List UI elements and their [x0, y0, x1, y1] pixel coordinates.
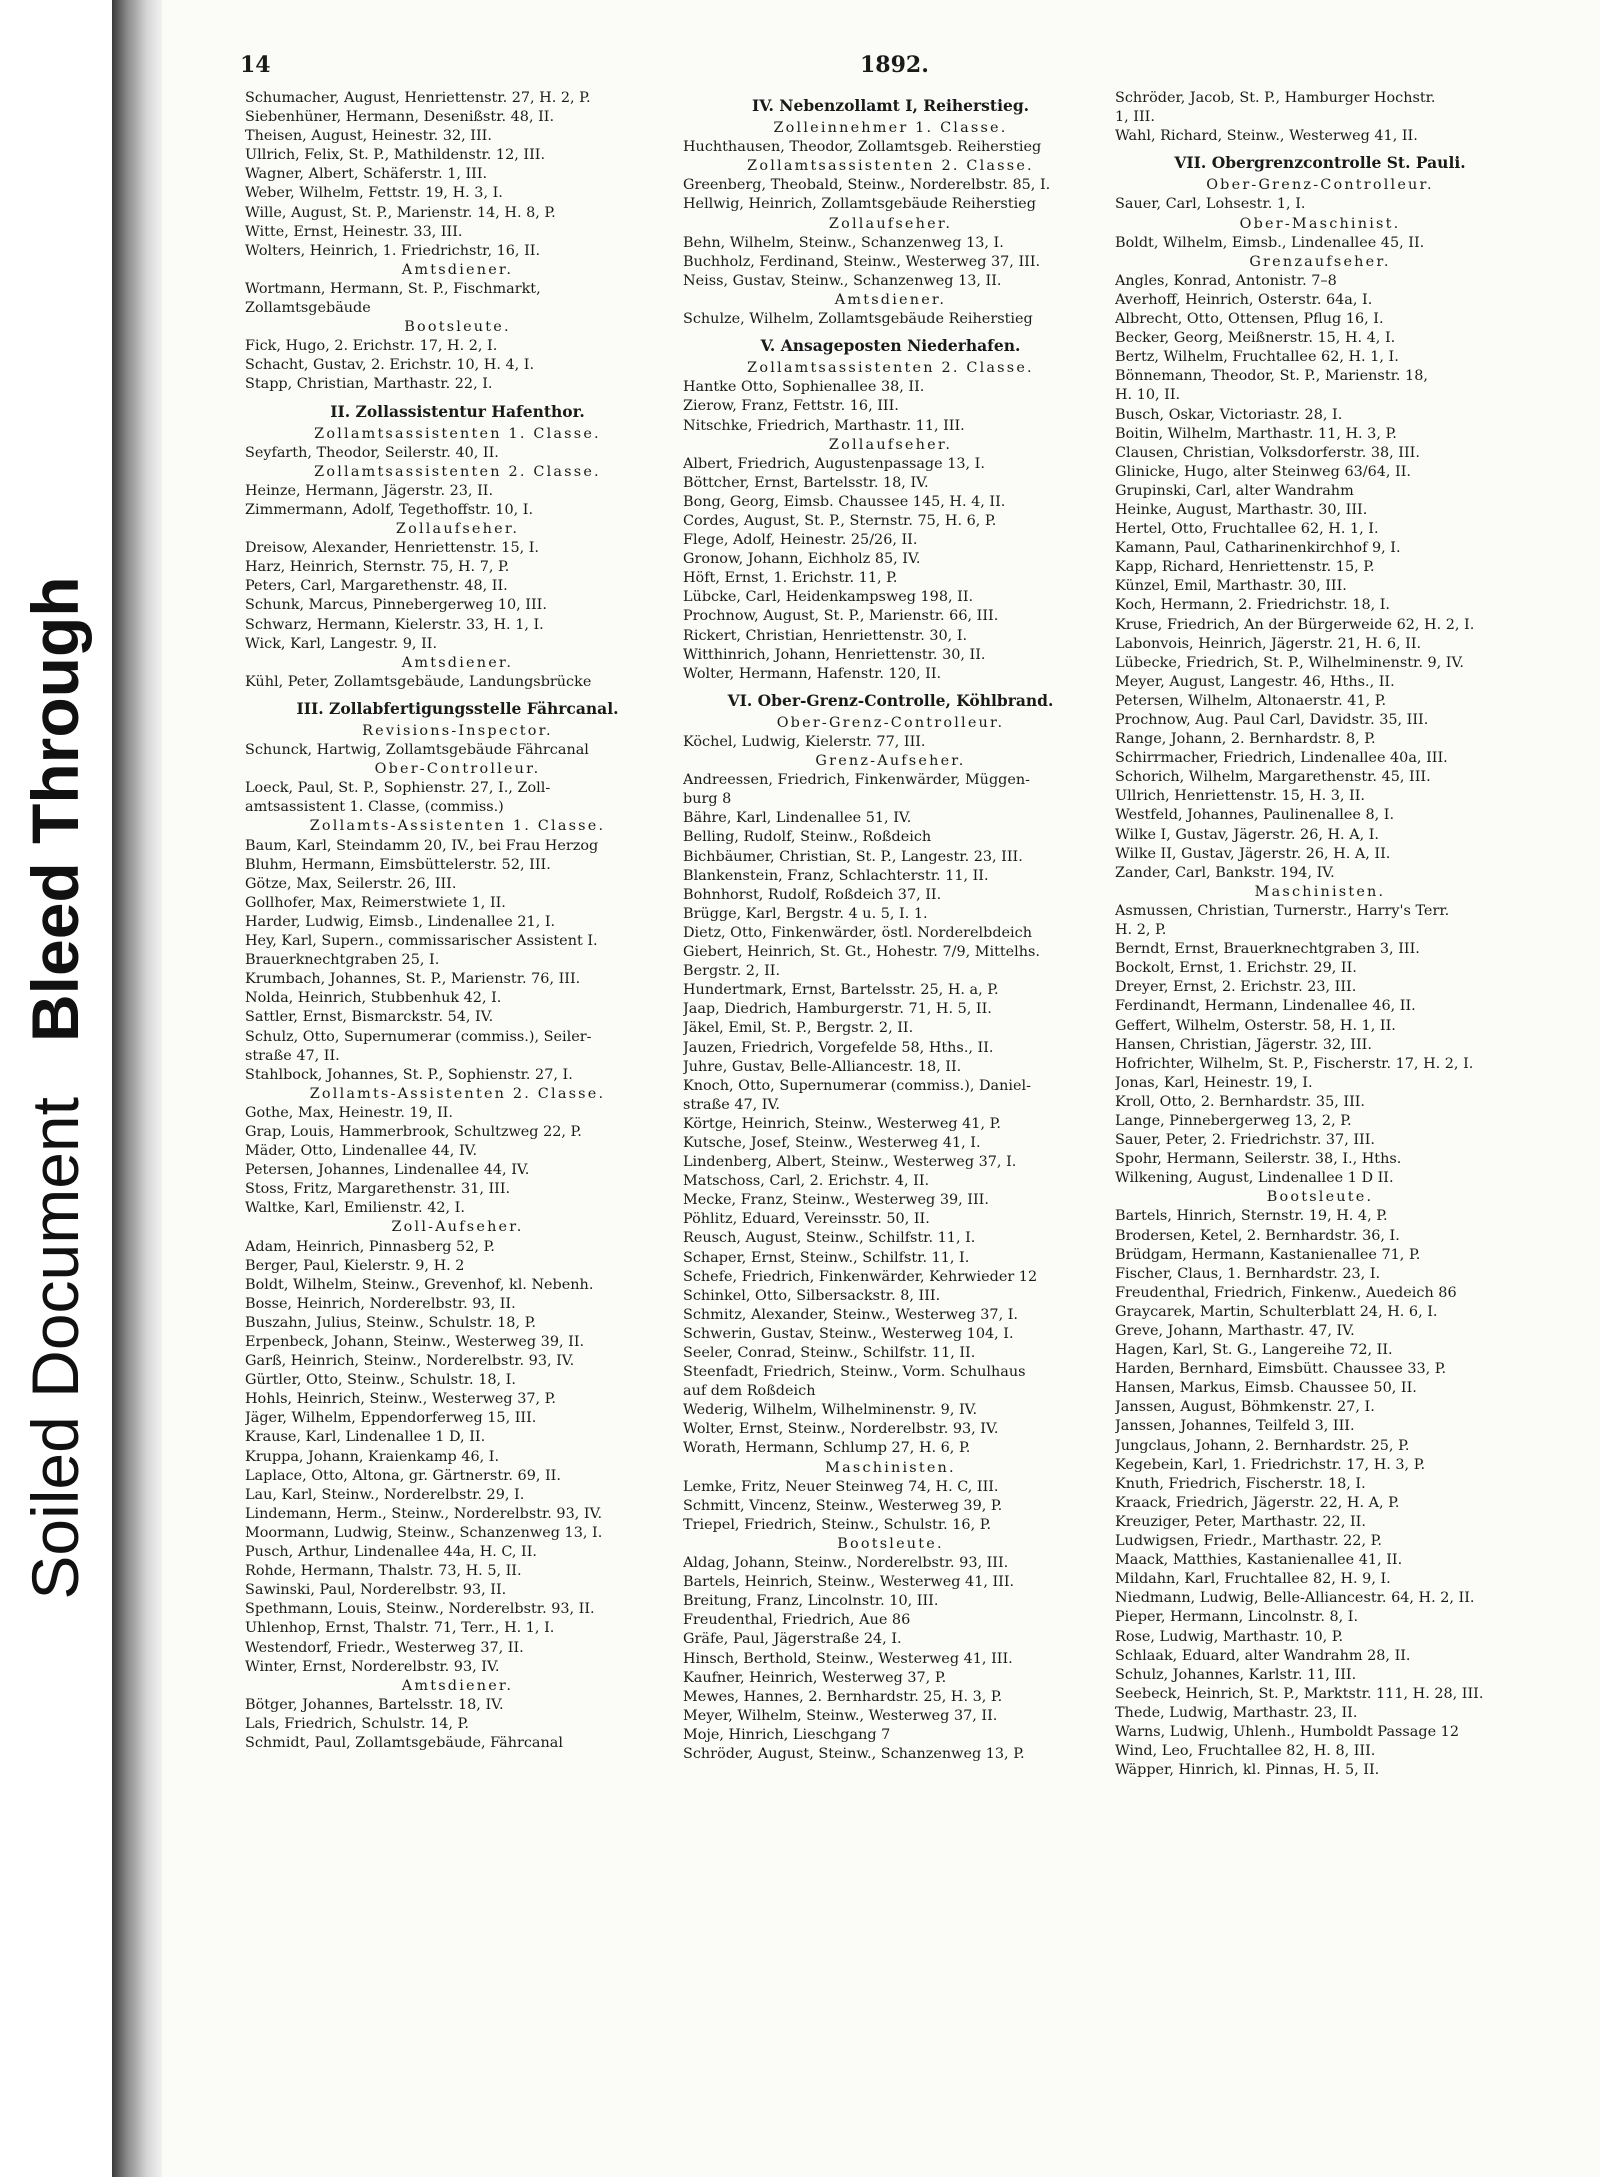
- directory-entry: Schmitt, Vincenz, Steinw., Westerweg 39, P.: [683, 1497, 1003, 1514]
- directory-entry: Schefe, Friedrich, Finkenwärder, Kehrwieder 12: [683, 1268, 1038, 1285]
- directory-entry: Schlaak, Eduard, alter Wandrahm 28, II.: [1115, 1647, 1411, 1664]
- directory-entry: Götze, Max, Seilerstr. 26, III.: [245, 875, 457, 892]
- directory-entry: Nitschke, Friedrich, Marthastr. 11, III.: [683, 417, 965, 434]
- directory-entry: Schacht, Gustav, 2. Erichstr. 10, H. 4, I.: [245, 357, 535, 374]
- directory-entry: Lübcke, Carl, Heidenkampsweg 198, II.: [683, 589, 974, 606]
- directory-entry: Krumbach, Johannes, St. P., Marienstr. 76, III.: [245, 971, 581, 988]
- directory-entry: H. 10, II.: [1115, 387, 1181, 404]
- directory-entry: Hundertmark, Ernst, Bartelsstr. 25, H. a, P.: [683, 982, 999, 999]
- directory-entry: Kruppa, Johann, Kraienkamp 46, I.: [245, 1448, 500, 1465]
- side-banner: [0, 0, 110, 2177]
- subsection-heading: Zollamtsassistenten 2. Classe.: [747, 158, 1034, 175]
- directory-entry: Fick, Hugo, 2. Erichstr. 17, H. 2, I.: [245, 338, 498, 355]
- section-heading: VII. Obergrenzcontrolle St. Pauli.: [1174, 153, 1466, 173]
- subsection-heading: Ober-Grenz-Controlleur.: [776, 714, 1005, 731]
- directory-entry: Bong, Georg, Eimsb. Chaussee 145, H. 4, II.: [683, 493, 1006, 510]
- directory-entry: Schirrmacher, Friedrich, Lindenallee 40a, III.: [1115, 750, 1448, 767]
- column-1: [245, 89, 670, 1753]
- directory-entry: Range, Johann, 2. Bernhardstr. 8, P.: [1115, 731, 1376, 748]
- directory-entry: Kamann, Paul, Catharinenkirchhof 9, I.: [1115, 540, 1401, 557]
- directory-entry: Wille, August, St. P., Marienstr. 14, H. 8, P.: [245, 204, 556, 221]
- directory-entry: Hohls, Heinrich, Steinw., Westerweg 37, P.: [245, 1391, 556, 1408]
- directory-entry: Brügge, Karl, Bergstr. 4 u. 5, I. 1.: [683, 905, 928, 922]
- section-heading: VI. Ober-Grenz-Controlle, Köhlbrand.: [727, 690, 1054, 710]
- directory-entry: Huchthausen, Theodor, Zollamtsgeb. Reiherstieg: [683, 139, 1042, 156]
- directory-entry: Dreyer, Ernst, 2. Erichstr. 23, III.: [1115, 979, 1357, 996]
- directory-entry: Ullrich, Henriettenstr. 15, H. 3, II.: [1115, 788, 1365, 805]
- subsection-heading: Grenz-Aufseher.: [815, 753, 966, 770]
- directory-entry: Prochnow, Aug. Paul Carl, Davidstr. 35, III.: [1115, 712, 1429, 728]
- directory-entry: Weber, Wilhelm, Fettstr. 19, H. 3, I.: [245, 185, 503, 202]
- directory-entry: Sattler, Ernst, Bismarckstr. 54, IV.: [245, 1009, 494, 1026]
- directory-entry: Dreisow, Alexander, Henriettenstr. 15, I.: [245, 540, 540, 557]
- side-label-soiled: Soiled Document: [18, 1097, 92, 1600]
- directory-entry: Clausen, Christian, Volksdorferstr. 38, III.: [1115, 444, 1420, 461]
- directory-entry: Witte, Ernst, Heinestr. 33, III.: [245, 223, 463, 240]
- directory-entry: Warns, Ludwig, Uhlenh., Humboldt Passage 12: [1115, 1723, 1459, 1740]
- subsection-heading: Zollamtsassistenten 2. Classe.: [314, 463, 601, 480]
- directory-entry: Neiss, Gustav, Steinw., Schanzenweg 13, II.: [683, 272, 1002, 289]
- directory-entry: Seebeck, Heinrich, St. P., Marktstr. 111, H. 28, III.: [1115, 1685, 1484, 1702]
- directory-entry: Belling, Rudolf, Steinw., Roßdeich: [683, 829, 932, 846]
- directory-entry: Boldt, Wilhelm, Eimsb., Lindenallee 45, II.: [1115, 234, 1425, 251]
- directory-entry: Schmitz, Alexander, Steinw., Westerweg 37, I.: [683, 1306, 1018, 1323]
- directory-entry: Grupinski, Carl, alter Wandrahm: [1115, 482, 1354, 499]
- directory-entry: Sauer, Peter, 2. Friedrichstr. 37, III.: [1115, 1132, 1375, 1149]
- directory-entry: Freudenthal, Friedrich, Aue 86: [683, 1612, 911, 1629]
- directory-entry: Lau, Karl, Steinw., Norderelbstr. 29, I.: [245, 1486, 525, 1503]
- directory-entry: Behn, Wilhelm, Steinw., Schanzenweg 13, I.: [683, 234, 1004, 251]
- subsection-heading: Ober-Grenz-Controlleur.: [1206, 177, 1434, 194]
- subsection-heading: Zollaufseher.: [828, 215, 953, 232]
- subsection-heading: Maschinisten.: [825, 1459, 956, 1476]
- directory-entry: Glinicke, Hugo, alter Steinweg 63/64, II.: [1115, 463, 1412, 480]
- directory-entry: Wahl, Richard, Steinw., Westerweg 41, II.: [1115, 128, 1418, 145]
- directory-entry: Gürtler, Otto, Steinw., Schulstr. 18, I.: [245, 1372, 516, 1389]
- directory-entry: Geffert, Wilhelm, Osterstr. 58, H. 1, II.: [1115, 1017, 1396, 1034]
- directory-entry: Becker, Georg, Meißnerstr. 15, H. 4, I.: [1115, 330, 1396, 347]
- directory-entry: Bötger, Johannes, Bartelsstr. 18, IV.: [245, 1696, 504, 1713]
- directory-entry: Wind, Leo, Fruchtallee 82, H. 8, III.: [1115, 1743, 1376, 1760]
- directory-entry: Zimmermann, Adolf, Tegethoffstr. 10, I.: [245, 501, 534, 518]
- directory-entry: Jonas, Karl, Heinestr. 19, I.: [1115, 1074, 1313, 1091]
- directory-entry: Asmussen, Christian, Turnerstr., Harry's Terr.: [1115, 902, 1450, 919]
- column-3: [1115, 89, 1525, 1780]
- directory-entry: Künzel, Emil, Marthastr. 30, III.: [1115, 578, 1347, 595]
- directory-entry: Mildahn, Karl, Fruchtallee 82, H. 9, I.: [1115, 1571, 1391, 1588]
- directory-entry: Garß, Heinrich, Steinw., Norderelbstr. 93, IV.: [245, 1353, 575, 1370]
- directory-entry: Schulz, Johannes, Karlstr. 11, III.: [1115, 1666, 1357, 1683]
- directory-entry: Hantke Otto, Sophienallee 38, II.: [683, 379, 925, 396]
- directory-entry: Mewes, Hannes, 2. Bernhardstr. 25, H. 3, P.: [683, 1688, 1003, 1705]
- subsection-heading: Zollamtsassistenten 1. Classe.: [314, 425, 601, 442]
- directory-entry: Harder, Ludwig, Eimsb., Lindenallee 21, I.: [245, 913, 556, 930]
- directory-entry: Kapp, Richard, Henriettenstr. 15, P.: [1115, 559, 1375, 576]
- directory-entry: Brauerknechtgraben 25, I.: [245, 952, 440, 969]
- directory-entry: Berger, Paul, Kielerstr. 9, H. 2: [245, 1257, 465, 1274]
- directory-entry: Steenfadt, Friedrich, Steinw., Vorm. Schulhaus: [683, 1364, 1026, 1381]
- directory-entry: Aldag, Johann, Steinw., Norderelbstr. 93, III.: [683, 1555, 1009, 1572]
- directory-entry: Freudenthal, Friedrich, Finkenw., Auedeich 86: [1115, 1284, 1457, 1301]
- directory-entry: Jäkel, Emil, St. P., Bergstr. 2, II.: [683, 1020, 914, 1037]
- directory-entry: Waltke, Karl, Emilienstr. 42, I.: [245, 1200, 465, 1217]
- directory-entry: Lübecke, Friedrich, St. P., Wilhelminenstr. 9, IV.: [1115, 654, 1464, 671]
- directory-entry: Moje, Hinrich, Lieschgang 7: [683, 1726, 891, 1743]
- directory-entry: Graycarek, Martin, Schulterblatt 24, H. 6, I.: [1115, 1303, 1438, 1320]
- directory-entry: Mäder, Otto, Lindenallee 44, IV.: [245, 1143, 478, 1160]
- directory-entry: Busch, Oskar, Victoriastr. 28, I.: [1115, 406, 1343, 423]
- directory-entry: Janssen, Johannes, Teilfeld 3, III.: [1115, 1418, 1355, 1435]
- directory-entry: Triepel, Friedrich, Steinw., Schulstr. 16, P.: [683, 1516, 992, 1533]
- directory-entry: Rickert, Christian, Henriettenstr. 30, I.: [683, 627, 968, 644]
- directory-entry: Gothe, Max, Heinestr. 19, II.: [245, 1104, 453, 1121]
- directory-entry: Schulze, Wilhelm, Zollamtsgebäude Reiherstieg: [683, 311, 1033, 328]
- directory-entry: Rose, Ludwig, Marthastr. 10, P.: [1115, 1628, 1344, 1645]
- directory-entry: Wortmann, Hermann, St. P., Fischmarkt,: [245, 280, 541, 297]
- directory-entry: Bichbäumer, Christian, St. P., Langestr. 23, III.: [683, 848, 1023, 865]
- directory-entry: Thede, Ludwig, Marthastr. 23, II.: [1115, 1704, 1358, 1721]
- directory-entry: Albert, Friedrich, Augustenpassage 13, I.: [683, 455, 985, 472]
- directory-entry: Baum, Karl, Steindamm 20, IV., bei Frau Herzog: [245, 837, 599, 854]
- directory-entry: Bähre, Karl, Lindenallee 51, IV.: [683, 810, 912, 827]
- directory-entry: Cordes, August, St. P., Sternstr. 75, H. 6, P.: [683, 512, 997, 529]
- directory-entry: Wilke I, Gustav, Jägerstr. 26, H. A, I.: [1115, 826, 1379, 843]
- directory-entry: Schunk, Marcus, Pinnebergerweg 10, III.: [245, 597, 547, 614]
- directory-entry: Mecke, Franz, Steinw., Westerweg 39, III.: [683, 1192, 989, 1209]
- directory-entry: Hinsch, Berthold, Steinw., Westerweg 41, III.: [683, 1650, 1013, 1667]
- subsection-heading: Zollaufseher.: [828, 436, 953, 453]
- directory-entry: Wolter, Ernst, Steinw., Norderelbstr. 93, IV.: [683, 1421, 999, 1438]
- subsection-heading: Bootsleute.: [404, 319, 511, 336]
- directory-entry: Lemke, Fritz, Neuer Steinweg 74, H. C, III.: [683, 1478, 999, 1495]
- directory-entry: Knuth, Friedrich, Fischerstr. 18, I.: [1115, 1475, 1366, 1492]
- directory-entry: Ferdinandt, Hermann, Lindenallee 46, II.: [1115, 998, 1416, 1015]
- directory-entry: Fischer, Claus, 1. Bernhardstr. 23, I.: [1115, 1265, 1381, 1282]
- directory-entry: Harden, Bernhard, Eimsbütt. Chaussee 33, P.: [1115, 1361, 1447, 1378]
- directory-entry: Kreuziger, Peter, Marthastr. 22, II.: [1115, 1513, 1366, 1530]
- subsection-heading: Zollamtsassistenten 2. Classe.: [747, 360, 1034, 377]
- directory-entry: Witthinrich, Johann, Henriettenstr. 30, II.: [683, 646, 986, 663]
- directory-entry: Jaap, Diedrich, Hamburgerstr. 71, H. 5, II.: [683, 1001, 992, 1018]
- directory-entry: Reusch, August, Steinw., Schilfstr. 11, I.: [683, 1230, 976, 1247]
- directory-entry: straße 47, II.: [245, 1047, 340, 1064]
- directory-entry: Meyer, Wilhelm, Steinw., Westerweg 37, II.: [683, 1707, 998, 1724]
- directory-entry: Bartels, Hinrich, Sternstr. 19, H. 4, P.: [1115, 1208, 1388, 1225]
- directory-entry: Lindemann, Herm., Steinw., Norderelbstr. 93, IV.: [245, 1505, 603, 1522]
- directory-entry: Lange, Pinnebergerweg 13, 2, P.: [1115, 1112, 1352, 1129]
- directory-entry: Hansen, Markus, Eimsb. Chaussee 50, II.: [1115, 1380, 1417, 1397]
- directory-entry: Labonvois, Heinrich, Jägerstr. 21, H. 6, II.: [1115, 635, 1422, 652]
- directory-entry: Westendorf, Friedr., Westerweg 37, II.: [245, 1639, 524, 1656]
- subsection-heading: Amtsdiener.: [401, 654, 514, 671]
- directory-entry: Erpenbeck, Johann, Steinw., Westerweg 39, II.: [245, 1334, 585, 1350]
- directory-entry: straße 47, IV.: [683, 1096, 780, 1113]
- subsection-heading: Ober-Maschinist.: [1239, 215, 1401, 232]
- directory-entry: Knoch, Otto, Supernumerar (commiss.), Daniel-: [683, 1077, 1031, 1094]
- directory-entry: Heinze, Hermann, Jägerstr. 23, II.: [245, 482, 494, 499]
- directory-entry: Zander, Carl, Bankstr. 194, IV.: [1115, 864, 1335, 881]
- directory-entry: Bockolt, Ernst, 1. Erichstr. 29, II.: [1115, 960, 1357, 977]
- directory-entry: Andreessen, Friedrich, Finkenwärder, Müggen-: [683, 772, 1031, 789]
- directory-entry: Breitung, Franz, Lincolnstr. 10, III.: [683, 1593, 939, 1610]
- directory-entry: Kroll, Otto, 2. Bernhardstr. 35, III.: [1115, 1093, 1366, 1110]
- directory-entry: Flege, Adolf, Heinestr. 25/26, II.: [683, 532, 918, 549]
- directory-entry: Wederig, Wilhelm, Wilhelminenstr. 9, IV.: [683, 1402, 978, 1419]
- section-heading: V. Ansageposten Niederhafen.: [760, 336, 1021, 356]
- directory-entry: Rohde, Hermann, Thalstr. 73, H. 5, II.: [245, 1563, 522, 1580]
- directory-entry: Wolters, Heinrich, 1. Friedrichstr, 16, II.: [245, 242, 541, 259]
- directory-entry: Pusch, Arthur, Lindenallee 44a, H. C, II.: [245, 1544, 537, 1561]
- directory-entry: Meyer, August, Langestr. 46, Hths., II.: [1115, 673, 1395, 690]
- directory-entry: amtsassistent 1. Classe, (commiss.): [245, 799, 504, 816]
- directory-entry: auf dem Roßdeich: [683, 1383, 816, 1400]
- directory-entry: Zollamtsgebäude: [245, 300, 371, 317]
- directory-entry: Berndt, Ernst, Brauerknechtgraben 3, III.: [1115, 941, 1420, 958]
- directory-entry: Schwarz, Hermann, Kielerstr. 33, H. 1, I.: [245, 616, 544, 633]
- directory-entry: Juhre, Gustav, Belle-Alliancestr. 18, II.: [683, 1058, 962, 1075]
- directory-entry: Heinke, August, Marthastr. 30, III.: [1115, 501, 1368, 518]
- directory-entry: Pöhlitz, Eduard, Vereinsstr. 50, II.: [683, 1211, 930, 1228]
- directory-entry: Wagner, Albert, Schäferstr. 1, III.: [245, 166, 488, 183]
- directory-entry: Zierow, Franz, Fettstr. 16, III.: [683, 398, 899, 415]
- directory-entry: Albrecht, Otto, Ottensen, Pflug 16, I.: [1115, 311, 1384, 328]
- directory-entry: Boldt, Wilhelm, Steinw., Grevenhof, kl. Nebenh.: [245, 1276, 594, 1293]
- binding-gutter: [112, 0, 162, 2177]
- directory-entry: Kegebein, Karl, 1. Friedrichstr. 17, H. 3, P.: [1115, 1456, 1426, 1473]
- directory-entry: Bönnemann, Theodor, St. P., Marienstr. 18,: [1115, 368, 1428, 385]
- directory-entry: Schinkel, Otto, Silbersackstr. 8, III.: [683, 1287, 941, 1304]
- directory-entry: Winter, Ernst, Norderelbstr. 93, IV.: [245, 1658, 500, 1675]
- directory-entry: Matschoss, Carl, 2. Erichstr. 4, II.: [683, 1173, 930, 1190]
- directory-entry: Uhlenhop, Ernst, Thalstr. 71, Terr., H. 1, I.: [245, 1620, 555, 1637]
- directory-entry: Niedmann, Ludwig, Belle-Alliancestr. 64, H. 2, II.: [1115, 1590, 1475, 1607]
- directory-entry: Schunck, Hartwig, Zollamtsgebäude Fährcanal: [245, 742, 589, 759]
- directory-entry: Buszahn, Julius, Steinw., Schulstr. 18, P.: [245, 1314, 536, 1331]
- directory-entry: Grap, Louis, Hammerbrook, Schultzweg 22, P.: [245, 1123, 582, 1140]
- directory-entry: Gräfe, Paul, Jägerstraße 24, I.: [683, 1631, 902, 1648]
- directory-entry: Boitin, Wilhelm, Marthastr. 11, H. 3, P.: [1115, 425, 1397, 442]
- directory-entry: Stoss, Fritz, Margarethenstr. 31, III.: [245, 1181, 511, 1198]
- subsection-heading: Zoll-Aufseher.: [391, 1219, 524, 1236]
- column-2: [683, 89, 1098, 1764]
- directory-entry: Schumacher, August, Henriettenstr. 27, H. 2, P.: [245, 90, 591, 106]
- directory-entry: Kaufner, Heinrich, Westerweg 37, P.: [683, 1669, 947, 1686]
- directory-entry: Wilke II, Gustav, Jägerstr. 26, H. A, II.: [1115, 845, 1391, 862]
- section-heading: IV. Nebenzollamt I, Reiherstieg.: [751, 96, 1030, 115]
- directory-entry: Bertz, Wilhelm, Fruchtallee 62, H. 1, I.: [1115, 349, 1399, 366]
- directory-entry: Sauer, Carl, Lohsestr. 1, I.: [1115, 196, 1306, 213]
- directory-entry: Bluhm, Hermann, Eimsbüttelerstr. 52, III.: [245, 856, 551, 873]
- directory-entry: Maack, Matthies, Kastanienallee 41, II.: [1115, 1552, 1403, 1569]
- directory-entry: Schwerin, Gustav, Steinw., Westerweg 104, I.: [683, 1325, 1014, 1342]
- directory-entry: Schröder, Jacob, St. P., Hamburger Hochstr.: [1115, 90, 1436, 106]
- directory-entry: Hansen, Christian, Jägerstr. 32, III.: [1115, 1036, 1372, 1053]
- directory-entry: Lindenberg, Albert, Steinw., Westerweg 37, I.: [683, 1154, 1017, 1171]
- subsection-heading: Zolleinnehmer 1. Classe.: [773, 120, 1008, 137]
- directory-entry: Schaper, Ernst, Steinw., Schilfstr. 11, I.: [683, 1249, 970, 1266]
- page-year: 1892.: [860, 52, 929, 78]
- directory-entry: Kruse, Friedrich, An der Bürgerweide 62, H. 2, I.: [1115, 616, 1475, 633]
- subsection-heading: Amtsdiener.: [834, 291, 947, 308]
- directory-entry: Kutsche, Josef, Steinw., Westerweg 41, I.: [683, 1134, 981, 1151]
- directory-entry: Schmidt, Paul, Zollamtsgebäude, Fährcanal: [245, 1734, 563, 1751]
- directory-entry: Jungclaus, Johann, 2. Bernhardstr. 25, P.: [1115, 1437, 1410, 1454]
- directory-entry: Schulz, Otto, Supernumerar (commiss.), Seiler-: [245, 1028, 592, 1045]
- subsection-heading: Maschinisten.: [1254, 883, 1386, 900]
- directory-entry: Westfeld, Johannes, Paulinenallee 8, I.: [1115, 807, 1395, 824]
- directory-entry: Kühl, Peter, Zollamtsgebäude, Landungsbrücke: [245, 673, 592, 690]
- directory-entry: Hellwig, Heinrich, Zollamtsgebäude Reiherstieg: [683, 196, 1036, 213]
- directory-entry: Bosse, Heinrich, Norderelbstr. 93, II.: [245, 1295, 516, 1312]
- subsection-heading: Zollaufseher.: [395, 521, 520, 538]
- section-heading: II. Zollassistentur Hafenthor.: [330, 401, 585, 421]
- side-label: [17, 576, 93, 1599]
- directory-entry: Theisen, August, Heinestr. 32, III.: [245, 128, 492, 145]
- directory-entry: Jäger, Wilhelm, Eppendorferweg 15, III.: [245, 1410, 537, 1427]
- subsection-heading: Bootsleute.: [837, 1535, 944, 1552]
- section-heading: III. Zollabfertigungsstelle Fährcanal.: [296, 698, 619, 718]
- directory-entry: Krause, Karl, Lindenallee 1 D, II.: [245, 1429, 486, 1446]
- directory-entry: Hey, Karl, Supern., commissarischer Assistent I.: [245, 933, 598, 950]
- directory-entry: Hertel, Otto, Fruchtallee 62, H. 1, I.: [1115, 521, 1379, 538]
- subsection-heading: Zollamts-Assistenten 1. Classe.: [309, 818, 606, 835]
- directory-entry: Nolda, Heinrich, Stubbenhuk 42, I.: [245, 990, 502, 1007]
- directory-entry: Adam, Heinrich, Pinnasberg 52, P.: [245, 1238, 495, 1255]
- directory-entry: Wäpper, Hinrich, kl. Pinnas, H. 5, II.: [1115, 1762, 1380, 1779]
- directory-entry: Köchel, Ludwig, Kielerstr. 77, III.: [683, 734, 926, 750]
- directory-entry: Dietz, Otto, Finkenwärder, östl. Norderelbdeich: [683, 924, 1032, 941]
- directory-entry: Spohr, Hermann, Seilerstr. 38, I., Hths.: [1115, 1151, 1402, 1168]
- directory-entry: Wick, Karl, Langestr. 9, II.: [245, 635, 438, 652]
- directory-entry: Höft, Ernst, 1. Erichstr. 11, P.: [683, 570, 898, 587]
- directory-entry: Petersen, Johannes, Lindenallee 44, IV.: [245, 1162, 530, 1179]
- directory-entry: Körtge, Heinrich, Steinw., Westerweg 41, P.: [683, 1115, 1001, 1132]
- directory-entry: Gollhofer, Max, Reimerstwiete 1, II.: [245, 894, 506, 911]
- directory-entry: Hofrichter, Wilhelm, St. P., Fischerstr. 17, H. 2, I.: [1115, 1055, 1474, 1072]
- directory-entry: Gronow, Johann, Eichholz 85, IV.: [683, 551, 921, 568]
- directory-entry: Bohnhorst, Rudolf, Roßdeich 37, II.: [683, 886, 942, 903]
- subsection-heading: Amtsdiener.: [401, 261, 514, 278]
- directory-entry: Brodersen, Ketel, 2. Bernhardstr. 36, I.: [1115, 1227, 1400, 1244]
- directory-entry: Buchholz, Ferdinand, Steinw., Westerweg 37, III.: [683, 253, 1041, 270]
- directory-entry: Stahlbock, Johannes, St. P., Sophienstr. 27, I.: [245, 1066, 573, 1083]
- directory-entry: Seeler, Conrad, Steinw., Schilfstr. 11, II.: [683, 1345, 976, 1361]
- directory-entry: Petersen, Wilhelm, Altonaerstr. 41, P.: [1115, 692, 1387, 709]
- subsection-heading: Amtsdiener.: [401, 1677, 514, 1694]
- directory-entry: Giebert, Heinrich, St. Gt., Hohestr. 7/9, Mittelhs.: [683, 944, 1041, 961]
- directory-entry: Greenberg, Theobald, Steinw., Norderelbstr. 85, I.: [683, 177, 1051, 194]
- directory-entry: Ludwigsen, Friedr., Marthastr. 22, P.: [1115, 1533, 1382, 1550]
- directory-entry: Ullrich, Felix, St. P., Mathildenstr. 12, III.: [245, 147, 546, 164]
- directory-entry: Koch, Hermann, 2. Friedrichstr. 18, I.: [1115, 597, 1391, 614]
- directory-entry: Harz, Heinrich, Sternstr. 75, H. 7, P.: [245, 559, 510, 576]
- directory-entry: Lals, Friedrich, Schulstr. 14, P.: [245, 1715, 469, 1732]
- subsection-heading: Grenzaufseher.: [1249, 253, 1391, 270]
- subsection-heading: Ober-Controlleur.: [374, 761, 541, 778]
- directory-entry: Hagen, Karl, St. G., Langereihe 72, II.: [1115, 1342, 1393, 1359]
- directory-entry: Prochnow, August, St. P., Marienstr. 66, III.: [683, 608, 999, 625]
- directory-entry: Greve, Johann, Marthastr. 47, IV.: [1115, 1323, 1355, 1339]
- directory-entry: Averhoff, Heinrich, Osterstr. 64a, I.: [1115, 291, 1373, 308]
- directory-entry: Siebenhüner, Hermann, Desenißstr. 48, II.: [245, 109, 555, 126]
- side-label-bleed: Bleed Through: [18, 576, 92, 1043]
- directory-entry: Schorich, Wilhelm, Margarethenstr. 45, III.: [1115, 769, 1431, 786]
- directory-entry: Laplace, Otto, Altona, gr. Gärtnerstr. 69, II.: [245, 1467, 561, 1484]
- directory-entry: Pieper, Hermann, Lincolnstr. 8, I.: [1115, 1609, 1359, 1626]
- subsection-heading: Revisions-Inspector.: [362, 723, 553, 739]
- directory-entry: Kraack, Friedrich, Jägerstr. 22, H. A, P.: [1115, 1494, 1400, 1511]
- directory-entry: Stapp, Christian, Marthastr. 22, I.: [245, 376, 493, 393]
- subsection-heading: Bootsleute.: [1266, 1189, 1374, 1206]
- directory-entry: Bergstr. 2, II.: [683, 963, 781, 980]
- directory-entry: Wilkening, August, Lindenallee 1 D II.: [1115, 1170, 1394, 1187]
- directory-entry: Sawinski, Paul, Norderelbstr. 93, II.: [245, 1582, 507, 1599]
- directory-entry: Wolter, Hermann, Hafenstr. 120, II.: [683, 665, 942, 682]
- directory-entry: Schröder, August, Steinw., Schanzenweg 13, P.: [683, 1745, 1025, 1762]
- directory-entry: 1, III.: [1115, 109, 1155, 126]
- page-number: 14: [240, 52, 271, 78]
- directory-entry: burg 8: [683, 791, 732, 808]
- directory-entry: Loeck, Paul, St. P., Sophienstr. 27, I., Zoll-: [245, 780, 551, 797]
- directory-entry: H. 2, P.: [1115, 922, 1167, 939]
- directory-entry: Moormann, Ludwig, Steinw., Schanzenweg 13, I.: [245, 1524, 603, 1541]
- directory-entry: Janssen, August, Böhmkenstr. 27, I.: [1115, 1399, 1375, 1416]
- directory-entry: Peters, Carl, Margarethenstr. 48, II.: [245, 578, 508, 595]
- subsection-heading: Zollamts-Assistenten 2. Classe.: [309, 1085, 606, 1102]
- directory-entry: Jauzen, Friedrich, Vorgefelde 58, Hths., II.: [683, 1039, 994, 1056]
- directory-entry: Bartels, Heinrich, Steinw., Westerweg 41, III.: [683, 1574, 1015, 1591]
- directory-entry: Böttcher, Ernst, Bartelsstr. 18, IV.: [683, 474, 929, 491]
- directory-entry: Blankenstein, Franz, Schlachterstr. 11, II.: [683, 867, 989, 884]
- directory-entry: Brüdgam, Hermann, Kastanienallee 71, P.: [1115, 1246, 1421, 1263]
- directory-entry: Spethmann, Louis, Steinw., Norderelbstr. 93, II.: [245, 1601, 595, 1618]
- directory-entry: Seyfarth, Theodor, Seilerstr. 40, II.: [245, 444, 499, 461]
- directory-entry: Worath, Hermann, Schlump 27, H. 6, P.: [683, 1440, 971, 1457]
- directory-entry: Angles, Konrad, Antonistr. 7–8: [1115, 272, 1337, 289]
